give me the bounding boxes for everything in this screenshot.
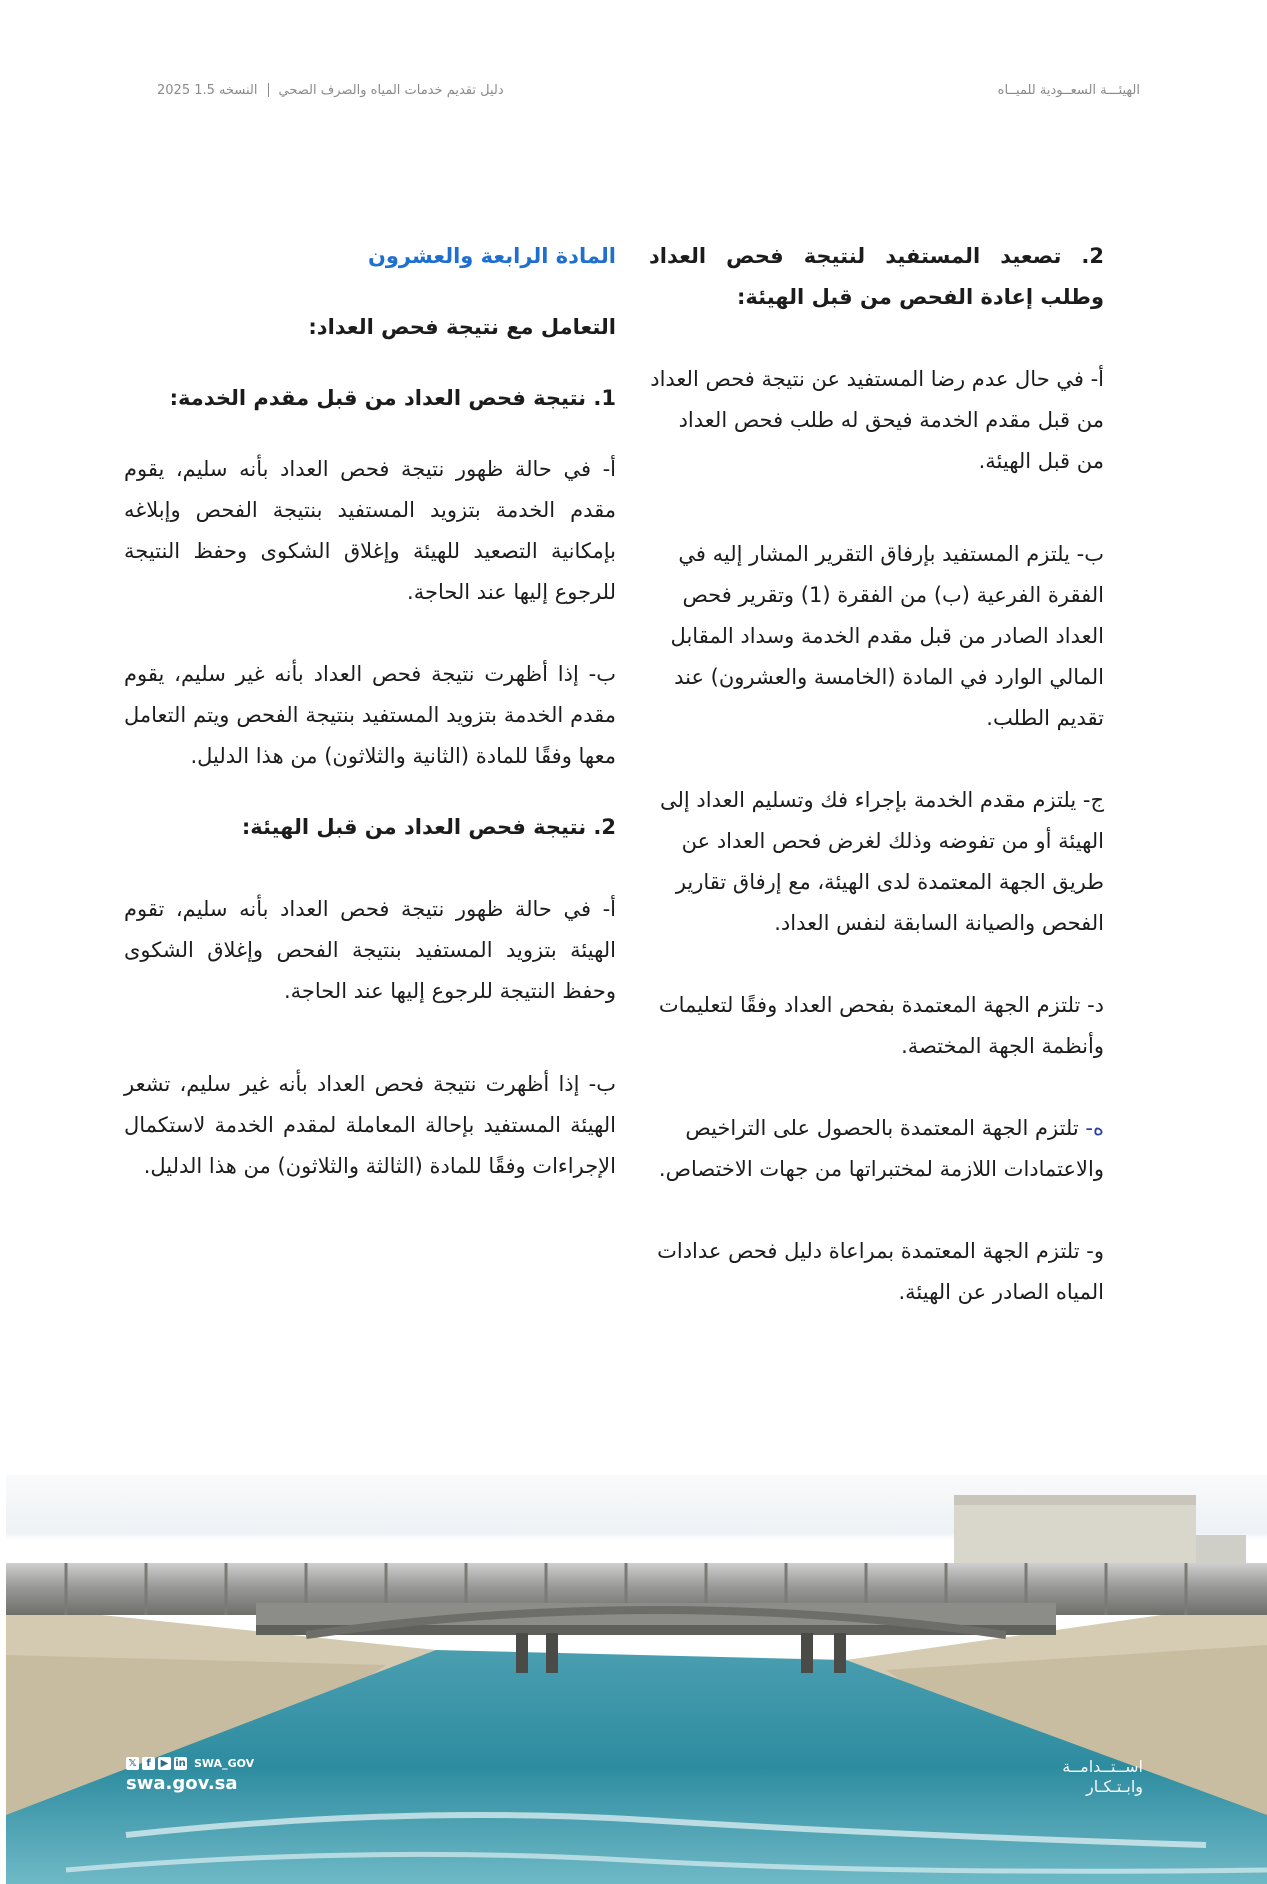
- facebook-icon[interactable]: f: [142, 1757, 155, 1770]
- social-handle[interactable]: SWA_GOV: [194, 1757, 255, 1770]
- slogan-line-2: وابـتـكـار: [1086, 1777, 1143, 1796]
- authority-result-item-b: ب- إذا أظهرت نتيجة فحص العداد بأنه غير سليم، تشعر الهيئة المستفيد بإحالة المعاملة لمقدم الخدمة لاستكمال الإجراءات وفقًا للمادة (الثالثة والثلاثون) من هذا الدليل.: [124, 1072, 616, 1178]
- website-link[interactable]: swa.gov.sa: [126, 1773, 238, 1794]
- right-column: [649, 236, 1104, 1313]
- youtube-icon[interactable]: ▶: [158, 1757, 171, 1770]
- doc-version: النسخه 1.5 2025: [157, 82, 258, 98]
- authority-result-heading: 2. نتيجة فحص العداد من قبل الهيئة:: [241, 815, 616, 839]
- escalation-item-b: ب- يلتزم المستفيد بإرفاق التقرير المشار إليه في الفقرة الفرعية (ب) من الفقرة (1) وتقرير فحص العداد الصادر من قبل مقدم الخدمة وسداد المقابل المالي الوارد في المادة (الخامسة والعشرون) عند تقديم الطلب.: [670, 542, 1104, 730]
- item-h-letter: ه-: [1085, 1116, 1104, 1140]
- divider: [268, 83, 269, 97]
- section-title: التعامل مع نتيجة فحص العداد:: [308, 315, 616, 339]
- slogan-line-1: اســتــدامــة: [1062, 1757, 1143, 1776]
- provider-result-item-a: أ- في حالة ظهور نتيجة فحص العداد بأنه سليم، يقوم مقدم الخدمة بتزويد المستفيد بنتيجة الفحص وإبلاغه بإمكانية التصعيد للهيئة وإغلاق الشكوى وحفظ النتيجة للرجوع إليها عند الحاجة.: [124, 457, 616, 604]
- provider-result-heading: 1. نتيجة فحص العداد من قبل مقدم الخدمة:: [169, 386, 616, 410]
- escalation-item-c: ج- يلتزم مقدم الخدمة بإجراء فك وتسليم العداد إلى الهيئة أو من تفوضه وذلك لغرض فحص العداد عن طريق الجهة المعتمدة لدى الهيئة، مع إرفاق تقارير الفحص والصيانة السابقة لنفس العداد.: [659, 788, 1104, 935]
- escalation-item-w: و- تلتزم الجهة المعتمدة بمراعاة دليل فحص عدادات المياه الصادر عن الهيئة.: [657, 1239, 1104, 1304]
- footer-contact: [126, 1757, 254, 1794]
- left-column: [124, 236, 616, 1187]
- escalation-item-h: [649, 1108, 1104, 1190]
- article-title: المادة الرابعة والعشرون: [367, 244, 616, 268]
- provider-result-item-b: ب- إذا أظهرت نتيجة فحص العداد بأنه غير سليم، يقوم مقدم الخدمة بتزويد المستفيد بنتيجة الفحص ويتم التعامل معها وفقًا للمادة (الثانية والثلاثون) من هذا الدليل.: [124, 662, 616, 768]
- authority-result-item-a: أ- في حالة ظهور نتيجة فحص العداد بأنه سليم، تقوم الهيئة بتزويد المستفيد بنتيجة الفحص وإغلاق الشكوى وحفظ النتيجة للرجوع إليها عند الحاجة.: [124, 897, 616, 1003]
- escalation-heading: 2. تصعيد المستفيد لنتيجة فحص العداد وطلب إعادة الفحص من قبل الهيئة:: [649, 244, 1104, 309]
- item-h-text: تلتزم الجهة المعتمدة بالحصول على التراخيص والاعتمادات اللازمة لمختبراتها من جهات الاختصاص.: [658, 1116, 1104, 1181]
- org-name: الهيئـــة السعــودية للميــاه: [997, 82, 1140, 98]
- doc-title: دليل تقديم خدمات المياه والصرف الصحي: [278, 82, 504, 98]
- social-links: [126, 1757, 254, 1770]
- escalation-item-d: د- تلتزم الجهة المعتمدة بفحص العداد وفقًا لتعليمات وأنظمة الجهة المختصة.: [658, 993, 1104, 1058]
- linkedin-icon[interactable]: in: [175, 1758, 186, 1769]
- x-icon[interactable]: 𝕏: [126, 1757, 139, 1770]
- slogan: [1062, 1757, 1143, 1797]
- page-header: [157, 78, 1140, 102]
- canal-photo: [6, 1475, 1267, 1884]
- doc-info: [157, 83, 504, 98]
- escalation-item-a: أ- في حال عدم رضا المستفيد عن نتيجة فحص العداد من قبل مقدم الخدمة فيحق له طلب فحص العداد من قبل الهيئة.: [650, 367, 1104, 473]
